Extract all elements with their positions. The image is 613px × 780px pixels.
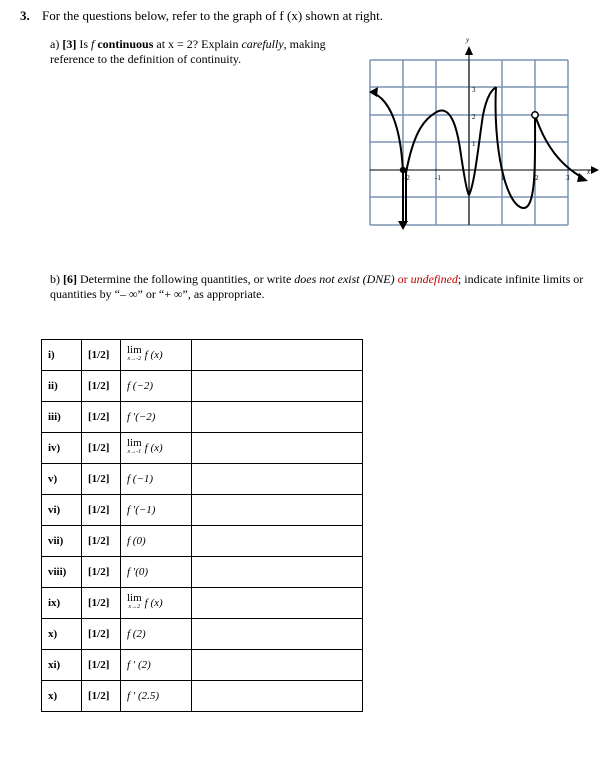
function-graph (365, 35, 600, 240)
limit-subscript: x→2 (128, 604, 141, 610)
row-number: vi) (42, 495, 82, 526)
questions-table (41, 339, 363, 712)
table-row (42, 495, 363, 526)
x-tick-label: -1 (435, 174, 441, 182)
table-row (42, 619, 363, 650)
part-b-or: or (397, 272, 408, 286)
closed-point (400, 167, 406, 173)
row-number: x) (42, 619, 82, 650)
row-number: v) (42, 464, 82, 495)
row-points: [1/2] (82, 371, 121, 402)
row-number: x) (42, 681, 82, 712)
row-expression (121, 464, 192, 495)
curve-right-branch (535, 115, 583, 178)
part-b-text-1: Determine the following quantities, or write (80, 272, 292, 286)
row-number: i) (42, 340, 82, 371)
x-tick-label: 3 (566, 174, 570, 182)
limit-function: f (x) (144, 348, 163, 361)
x-tick-label: 1 (501, 174, 505, 182)
row-points: [1/2] (82, 495, 121, 526)
part-a-continuous: continuous (97, 37, 154, 51)
table-row (42, 650, 363, 681)
table-row (42, 526, 363, 557)
limit-subscript: x→-1 (127, 449, 142, 455)
expression-text: f ′(0) (127, 566, 149, 578)
row-points: [1/2] (82, 433, 121, 464)
row-points: [1/2] (82, 340, 121, 371)
y-tick-label: 1 (472, 140, 476, 148)
answer-cell[interactable] (192, 588, 363, 619)
x-tick-label: -2 (404, 174, 410, 182)
part-a-carefully: carefully (241, 37, 284, 51)
row-expression (121, 371, 192, 402)
row-number: viii) (42, 557, 82, 588)
limit-word: lim (127, 592, 142, 604)
answer-cell[interactable] (192, 526, 363, 557)
row-expression (121, 495, 192, 526)
row-number: ix) (42, 588, 82, 619)
table-row (42, 588, 363, 619)
question-intro: For the questions below, refer to the graph of f (x) shown at right. (42, 8, 384, 23)
row-points: [1/2] (82, 526, 121, 557)
row-number: iii) (42, 402, 82, 433)
expression-text: f (2) (127, 628, 146, 640)
expression-text: f ′ (2.5) (127, 690, 160, 702)
part-b-points: [6] (63, 272, 77, 286)
part-a (50, 37, 360, 67)
answer-cell[interactable] (192, 681, 363, 712)
expression-text: f ′(−2) (127, 411, 156, 423)
answer-cell[interactable] (192, 650, 363, 681)
answer-cell[interactable] (192, 340, 363, 371)
limit-function: f (x) (144, 441, 163, 454)
row-points: [1/2] (82, 681, 121, 712)
table-row (42, 340, 363, 371)
row-points: [1/2] (82, 557, 121, 588)
answer-cell[interactable] (192, 402, 363, 433)
y-tick-label: 3 (472, 86, 476, 94)
row-expression (121, 650, 192, 681)
expression-text: f (0) (127, 535, 146, 547)
part-b-text-2: ; indicate infinite limits or quantities by “– ∞” or “+ ∞”, as appropriate. (50, 272, 584, 301)
y-tick-label: 2 (472, 113, 476, 121)
limit-notation (127, 346, 142, 364)
y-axis-arrow-icon (465, 46, 473, 55)
row-expression (121, 681, 192, 712)
table-row (42, 557, 363, 588)
row-number: vii) (42, 526, 82, 557)
part-a-points: [3] (62, 37, 77, 51)
limit-subscript: x→-2 (127, 356, 142, 362)
answer-cell[interactable] (192, 371, 363, 402)
row-expression (121, 340, 192, 371)
part-a-text-1: Is (79, 37, 88, 51)
table-row (42, 433, 363, 464)
part-a-f: f (91, 37, 95, 51)
expression-text: f ′ (2) (127, 659, 151, 671)
question-number: 3. (20, 8, 30, 23)
table-row (42, 464, 363, 495)
part-a-text-2: at x = 2? Explain (156, 37, 239, 51)
row-points: [1/2] (82, 619, 121, 650)
answer-cell[interactable] (192, 464, 363, 495)
row-expression (121, 433, 192, 464)
table-row (42, 402, 363, 433)
part-a-label: a) (50, 37, 60, 51)
row-number: iv) (42, 433, 82, 464)
answer-cell[interactable] (192, 495, 363, 526)
x-axis-arrow-icon (591, 166, 599, 174)
row-expression (121, 619, 192, 650)
curve-middle-branch (406, 111, 469, 223)
expression-text: f ′(−1) (127, 504, 156, 516)
row-points: [1/2] (82, 650, 121, 681)
part-b-label: b) (50, 272, 60, 286)
part-a-text-3: , making reference to the definition of continuity. (50, 37, 326, 66)
row-expression (121, 557, 192, 588)
answer-cell[interactable] (192, 433, 363, 464)
limit-notation (127, 594, 142, 612)
row-number: ii) (42, 371, 82, 402)
curve-left-branch (373, 93, 403, 223)
open-point (532, 112, 538, 118)
x-axis-label: x (587, 168, 591, 176)
part-b (50, 272, 590, 302)
expression-text: f (−1) (127, 473, 154, 485)
part-b-undefined: undefined (410, 272, 458, 286)
limit-word: lim (127, 437, 142, 449)
answer-cell[interactable] (192, 619, 363, 650)
row-points: [1/2] (82, 464, 121, 495)
row-expression (121, 526, 192, 557)
table-row (42, 681, 363, 712)
limit-notation (127, 439, 142, 457)
row-number: xi) (42, 650, 82, 681)
table-row (42, 371, 363, 402)
limit-function: f (x) (144, 596, 163, 609)
row-points: [1/2] (82, 588, 121, 619)
row-expression (121, 588, 192, 619)
y-axis-label: y (466, 36, 470, 44)
row-points: [1/2] (82, 402, 121, 433)
expression-text: f (−2) (127, 380, 154, 392)
limit-word: lim (127, 344, 142, 356)
x-tick-label: 2 (535, 174, 539, 182)
row-expression (121, 402, 192, 433)
part-b-dne: does not exist (DNE) (294, 272, 395, 286)
answer-cell[interactable] (192, 557, 363, 588)
